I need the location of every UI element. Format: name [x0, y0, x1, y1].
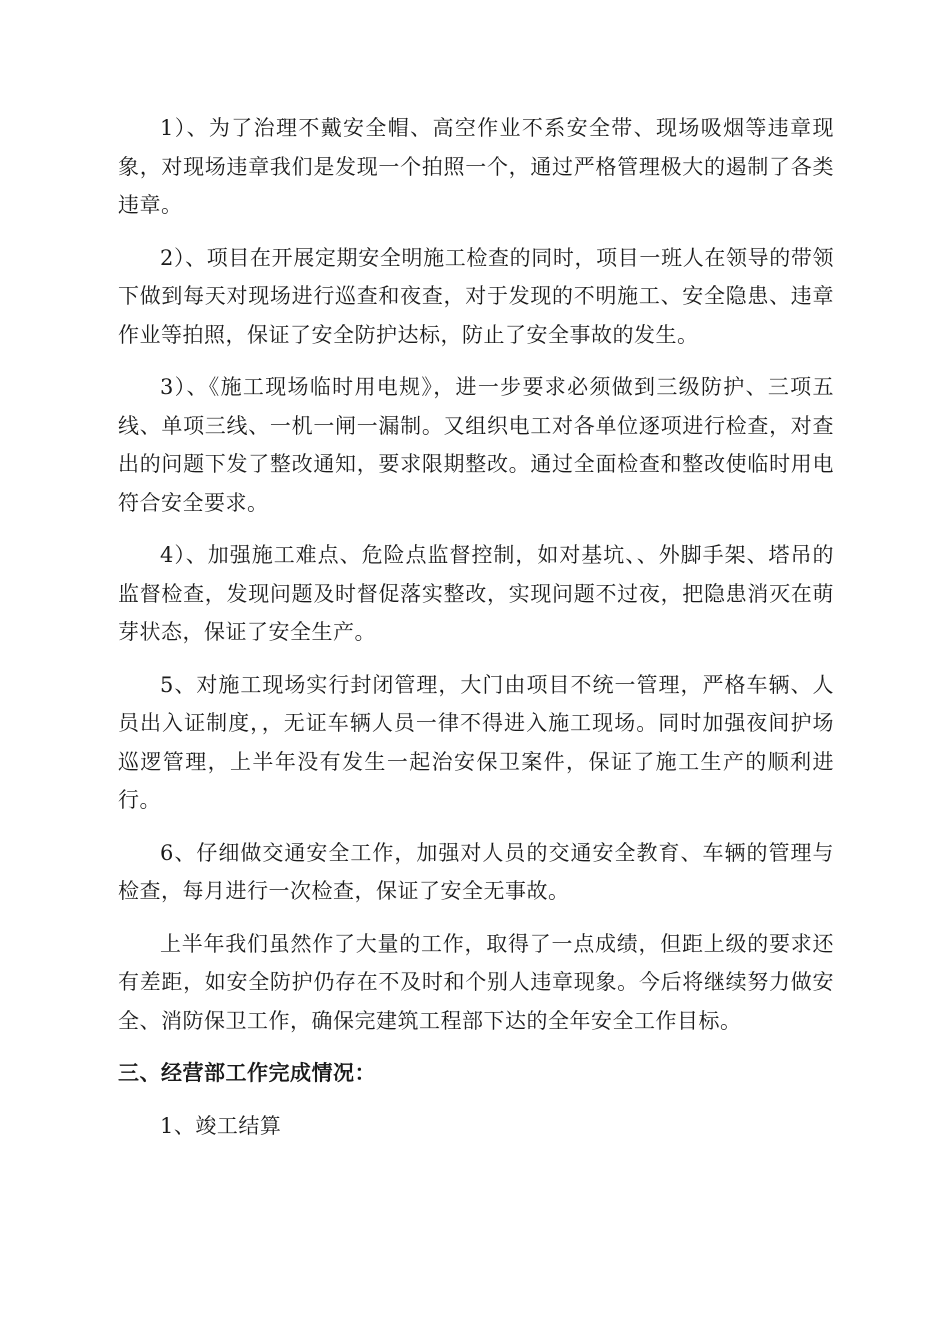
paragraph-site-closure: 5、对施工现场实行封闭管理，大门由项目不统一管理，严格车辆、人员出入证制度，，无证车辆人员一律不得进入施工现场。同时加强夜间护场巡逻管理，上半年没有发生一起治安保卫案件，保证了施工生产的顺利进行。	[118, 672, 834, 812]
document-body	[118, 109, 834, 1145]
paragraph-hazard-control: 4）、加强施工难点、危险点监督控制，如对基坑、、外脚手架、塔吊的监督检查，发现问题及时督促落实整改，实现问题不过夜，把隐患消灭在萌芽状态，保证了安全生产。	[118, 543, 834, 644]
paragraph-electricity: 3）、《施工现场临时用电规》，进一步要求必须做到三级防护、三项五线、单项三线、一机一闸一漏制。又组织电工对各单位逐项进行检查，对查出的问题下发了整改通知，要求限期整改。通过全面检查和整改使临时用电符合安全要求。	[118, 375, 834, 515]
paragraph-summary: 上半年我们虽然作了大量的工作，取得了一点成绩，但距上级的要求还有差距，如安全防护仍存在不及时和个别人违章现象。今后将继续努力做安全、消防保卫工作，确保完建筑工程部下达的全年安全工作目标。	[118, 931, 834, 1033]
section-heading: 三、经营部工作完成情况：	[118, 1061, 376, 1085]
paragraph-traffic-safety: 6、仔细做交通安全工作，加强对人员的交通安全教育、车辆的管理与检查，每月进行一次检查，保证了安全无事故。	[118, 840, 834, 903]
paragraph-inspection: 2）、项目在开展定期安全明施工检查的同时，项目一班人在领导的带领下做到每天对现场进行巡查和夜查，对于发现的不明施工、安全隐患、违章作业等拍照，保证了安全防护达标，防止了安全事故的发生。	[118, 245, 834, 347]
subsection-heading: 1、竣工结算	[160, 1113, 282, 1138]
paragraph-safety-helmet: 1）、为了治理不戴安全帽、高空作业不系安全带、现场吸烟等违章现象，对现场违章我们是发现一个拍照一个，通过严格管理极大的遏制了各类违章。	[118, 116, 834, 217]
